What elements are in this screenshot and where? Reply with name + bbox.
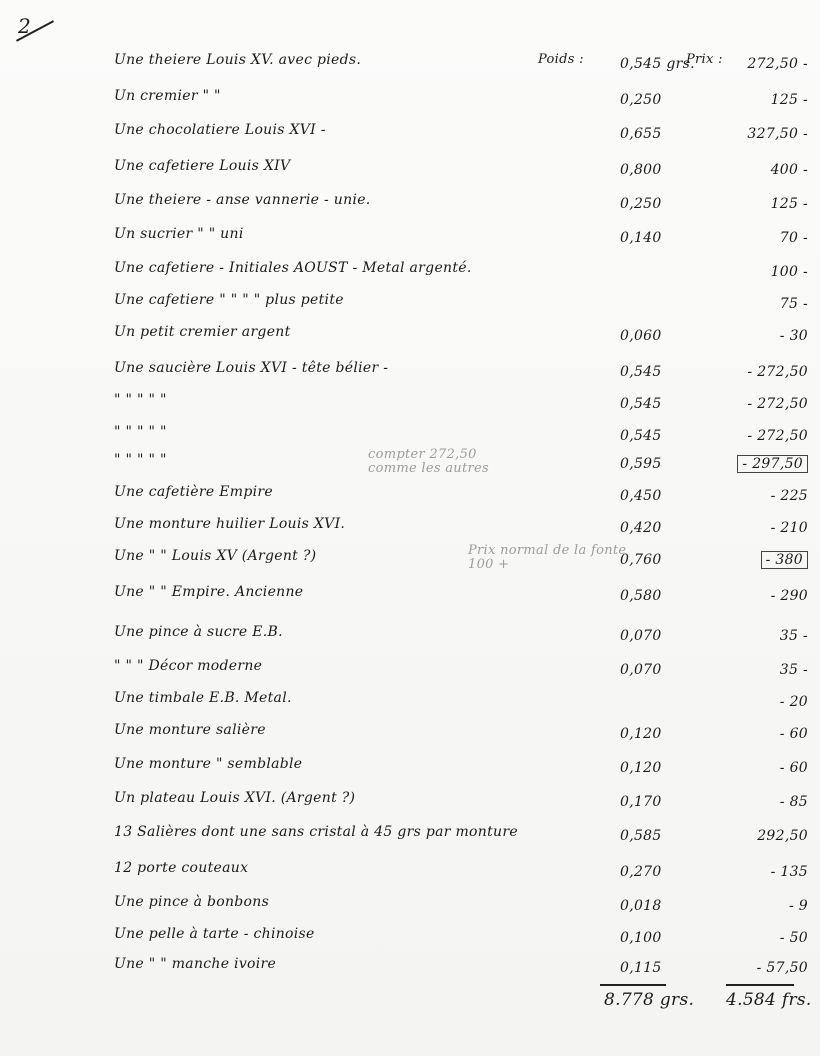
- item-weight: 0,545: [620, 364, 662, 380]
- item-description: Un cremier " ": [114, 88, 221, 104]
- item-price: 292,50: [757, 828, 808, 844]
- item-description: Une monture huilier Louis XVI.: [114, 516, 346, 532]
- item-price: - 225: [770, 488, 808, 504]
- table-row: [0, 158, 820, 186]
- item-price: - 297,50: [737, 455, 808, 473]
- item-description: Une pince à bonbons: [114, 894, 270, 910]
- item-price: 400 -: [770, 162, 808, 178]
- item-description: Une pelle à tarte - chinoise: [114, 926, 315, 942]
- item-price-cell: [700, 196, 808, 212]
- item-description: Un plateau Louis XVI. (Argent ?): [114, 790, 356, 806]
- table-row: [0, 690, 820, 718]
- item-weight: 0,545: [620, 396, 662, 412]
- item-weight: 0,100: [620, 930, 662, 946]
- item-price-cell: [700, 628, 808, 644]
- table-row: [0, 260, 820, 288]
- item-price: 35 -: [779, 628, 808, 644]
- item-description: Un sucrier " " uni: [114, 226, 244, 242]
- item-price-cell: [700, 828, 808, 844]
- page-number: 2: [18, 14, 32, 38]
- item-price: 125 -: [770, 92, 808, 108]
- item-price-cell: [700, 162, 808, 178]
- table-row: [0, 722, 820, 750]
- weight-header: Poids :: [538, 52, 584, 67]
- table-row: [0, 392, 820, 420]
- item-weight: 0,545: [620, 428, 662, 444]
- item-price: - 380: [761, 551, 808, 569]
- item-price: 100 -: [770, 264, 808, 280]
- item-weight: 0,120: [620, 726, 662, 742]
- table-row: [0, 226, 820, 254]
- item-price: - 85: [779, 794, 808, 810]
- item-description: " " " " ": [114, 452, 167, 468]
- item-weight: 0,545 grs.: [620, 56, 695, 72]
- item-weight: 0,655: [620, 126, 662, 142]
- table-row: [0, 122, 820, 150]
- item-weight: 0,060: [620, 328, 662, 344]
- item-price-cell: [700, 230, 808, 246]
- table-row: [0, 516, 820, 544]
- item-price: - 272,50: [747, 396, 808, 412]
- table-row: [0, 360, 820, 388]
- item-weight: 0,450: [620, 488, 662, 504]
- item-description: Une cafetière Empire: [114, 484, 273, 500]
- item-description: " " " " ": [114, 392, 167, 408]
- item-weight: 0,595: [620, 456, 662, 472]
- item-description: Un petit cremier argent: [114, 324, 291, 340]
- item-description: " " " Décor moderne: [114, 658, 263, 674]
- item-weight: 0,580: [620, 588, 662, 604]
- item-price-cell: [700, 588, 808, 604]
- item-description: Une timbale E.B. Metal.: [114, 690, 292, 706]
- item-description: " " " " ": [114, 424, 167, 440]
- item-price-cell: [700, 328, 808, 344]
- table-row: [0, 324, 820, 352]
- table-row: [0, 926, 820, 954]
- item-price: 35 -: [779, 662, 808, 678]
- item-price: - 272,50: [747, 364, 808, 380]
- item-price-cell: [700, 456, 808, 472]
- item-price-cell: [700, 56, 808, 72]
- item-price-cell: [700, 264, 808, 280]
- item-price-cell: [700, 396, 808, 412]
- item-price-cell: [700, 760, 808, 776]
- item-price-cell: [700, 428, 808, 444]
- item-price: - 272,50: [747, 428, 808, 444]
- item-description: Une " " manche ivoire: [114, 956, 277, 972]
- item-weight: 0,250: [620, 92, 662, 108]
- item-weight: 0,420: [620, 520, 662, 536]
- item-weight: 0,018: [620, 898, 662, 914]
- item-description: Une cafetiere Louis XIV: [114, 158, 291, 174]
- item-price: 272,50 -: [747, 56, 808, 72]
- table-row: [0, 584, 820, 612]
- item-weight: 0,070: [620, 628, 662, 644]
- item-price-cell: [700, 520, 808, 536]
- item-description: Une saucière Louis XVI - tête bélier -: [114, 360, 389, 376]
- item-price-cell: [700, 662, 808, 678]
- item-price: - 57,50: [756, 960, 808, 976]
- item-description: 13 Salières dont une sans cristal à 45 grs par monture: [114, 824, 518, 840]
- item-weight: 0,800: [620, 162, 662, 178]
- table-row: [0, 292, 820, 320]
- item-price-cell: [700, 794, 808, 810]
- item-price: - 210: [770, 520, 808, 536]
- table-row: [0, 756, 820, 784]
- table-row: [0, 624, 820, 652]
- item-price-cell: [700, 960, 808, 976]
- table-row: [0, 447, 820, 480]
- item-price-cell: [700, 864, 808, 880]
- item-price: 125 -: [770, 196, 808, 212]
- item-description: Une cafetiere - Initiales AOUST - Metal argenté.: [114, 260, 472, 276]
- item-description: 12 porte couteaux: [114, 860, 249, 876]
- item-price: - 30: [779, 328, 808, 344]
- item-price: 75 -: [779, 296, 808, 312]
- item-description: Une pince à sucre E.B.: [114, 624, 283, 640]
- table-row: [0, 790, 820, 818]
- item-price-cell: [700, 930, 808, 946]
- weight-total: 8.778 grs.: [604, 990, 695, 1010]
- table-row: [0, 658, 820, 686]
- item-price: - 9: [789, 898, 808, 914]
- item-description: Une " " Louis XV (Argent ?): [114, 548, 317, 564]
- item-description: Une monture salière: [114, 722, 266, 738]
- table-row: [0, 860, 820, 888]
- price-total-rule: [726, 984, 794, 986]
- item-description: Une theiere - anse vannerie - unie.: [114, 192, 371, 208]
- item-weight: 0,070: [620, 662, 662, 678]
- item-price-cell: [700, 488, 808, 504]
- table-row: [0, 824, 820, 852]
- weight-total-rule: [600, 984, 666, 986]
- item-price: - 50: [779, 930, 808, 946]
- item-price: 327,50 -: [747, 126, 808, 142]
- item-weight: 0,120: [620, 760, 662, 776]
- margin-note: Prix normal de la fonte 100 +: [468, 543, 627, 572]
- table-row: [0, 52, 820, 80]
- item-weight: 0,270: [620, 864, 662, 880]
- item-price-cell: [700, 898, 808, 914]
- item-price-cell: [700, 296, 808, 312]
- item-price-cell: [700, 726, 808, 742]
- item-price-cell: [700, 364, 808, 380]
- item-description: Une chocolatiere Louis XVI -: [114, 122, 326, 138]
- item-weight: 0,760: [620, 552, 662, 568]
- item-description: Une theiere Louis XV. avec pieds.: [114, 52, 362, 68]
- item-price-cell: [700, 694, 808, 710]
- item-description: Une cafetiere " " " " plus petite: [114, 292, 344, 308]
- price-total: 4.584 frs.: [726, 990, 812, 1010]
- item-weight: 0,170: [620, 794, 662, 810]
- price-header: Prix :: [686, 52, 723, 67]
- item-price: - 290: [770, 588, 808, 604]
- table-row: [0, 543, 820, 576]
- item-price: - 135: [770, 864, 808, 880]
- item-weight: 0,585: [620, 828, 662, 844]
- table-row: [0, 956, 820, 984]
- item-price-cell: [700, 126, 808, 142]
- item-weight: 0,250: [620, 196, 662, 212]
- item-price: - 60: [779, 760, 808, 776]
- table-row: [0, 484, 820, 512]
- item-price: 70 -: [779, 230, 808, 246]
- item-weight: 0,140: [620, 230, 662, 246]
- item-price-cell: [700, 552, 808, 568]
- item-weight: 0,115: [620, 960, 662, 976]
- item-price: - 60: [779, 726, 808, 742]
- table-row: [0, 894, 820, 922]
- item-price-cell: [700, 92, 808, 108]
- margin-note: compter 272,50 comme les autres: [368, 447, 489, 476]
- item-description: Une monture " semblable: [114, 756, 303, 772]
- table-row: [0, 192, 820, 220]
- item-price: - 20: [779, 694, 808, 710]
- table-row: [0, 88, 820, 116]
- item-description: Une " " Empire. Ancienne: [114, 584, 304, 600]
